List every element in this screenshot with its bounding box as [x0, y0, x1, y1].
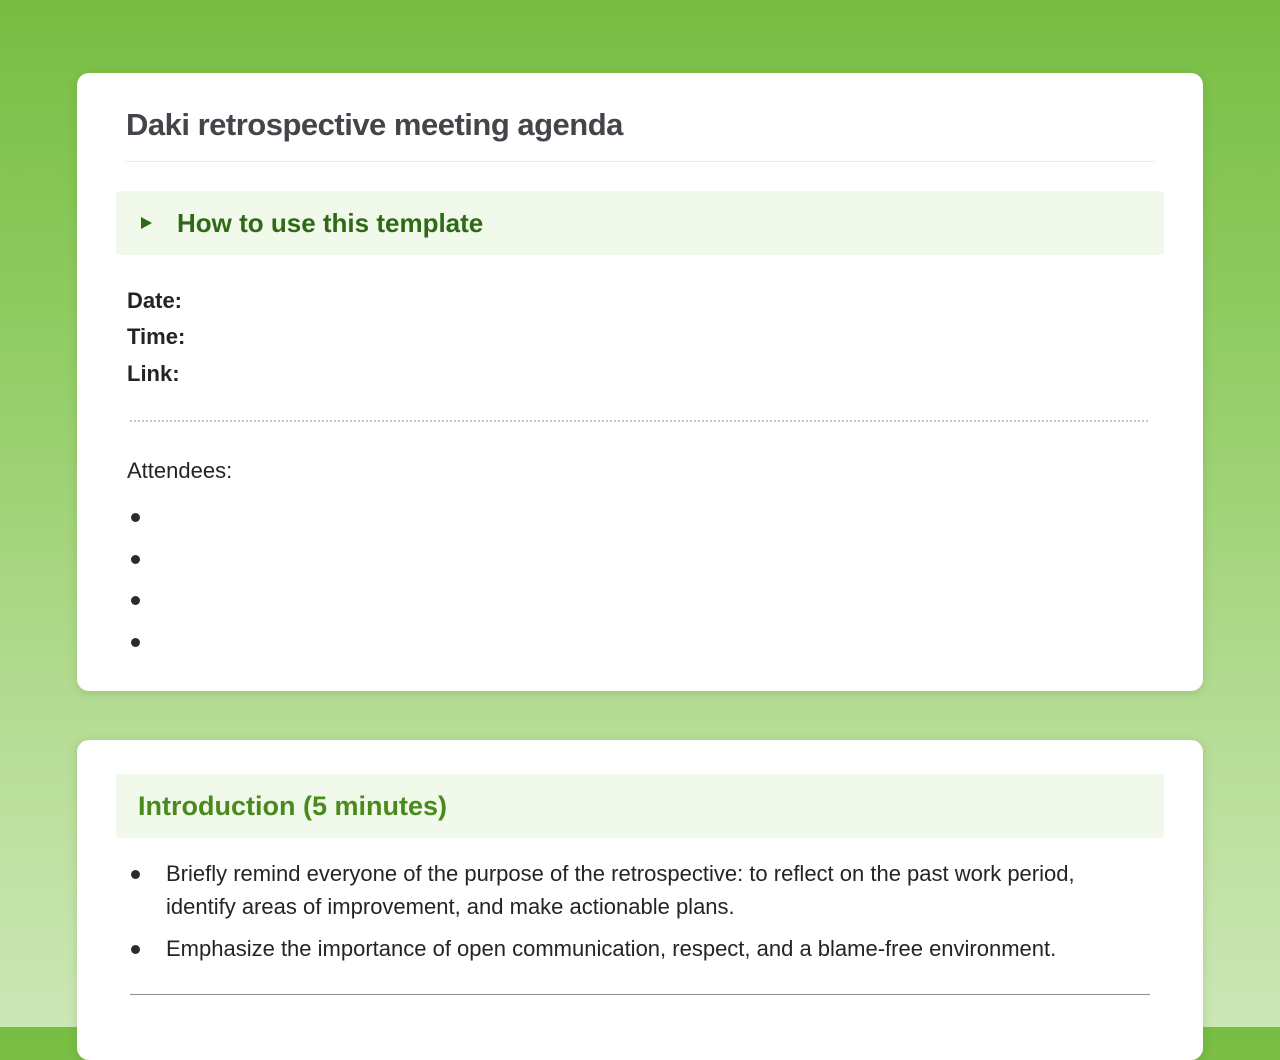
dotted-divider	[130, 420, 1148, 422]
time-field[interactable]: Time:	[127, 324, 186, 349]
how-to-use-label[interactable]: How to use this template	[177, 207, 484, 238]
list-item-text: Briefly remind everyone of the purpose of the retrospective: to reflect on the past work period, identify areas of improvement, and make actionable plans.	[166, 861, 1075, 919]
introduction-bullet-list	[126, 857, 1143, 974]
title-divider	[126, 161, 1154, 162]
attendees-label: Attendees:	[127, 458, 233, 483]
attendee-bullet[interactable]	[131, 596, 140, 605]
bullet-icon	[131, 945, 140, 954]
attendee-bullet[interactable]	[131, 638, 140, 647]
bullet-icon	[131, 870, 140, 879]
section-divider	[130, 994, 1150, 995]
attendee-bullet[interactable]	[131, 555, 140, 564]
how-to-use-expand-panel[interactable]	[116, 191, 1164, 255]
link-field[interactable]: Link:	[127, 361, 180, 386]
date-field[interactable]: Date:	[127, 288, 183, 313]
introduction-heading: Introduction (5 minutes)	[138, 790, 447, 821]
agenda-header-card	[77, 73, 1203, 691]
triangle-right-icon[interactable]	[141, 217, 152, 229]
list-item	[126, 857, 1143, 923]
list-item	[126, 932, 1143, 965]
attendee-bullet[interactable]	[131, 513, 140, 522]
page-title: Daki retrospective meeting agenda	[126, 107, 623, 142]
introduction-card	[77, 740, 1203, 1060]
list-item-text: Emphasize the importance of open communication, respect, and a blame-free environment.	[166, 936, 1057, 961]
introduction-heading-panel	[116, 774, 1164, 838]
